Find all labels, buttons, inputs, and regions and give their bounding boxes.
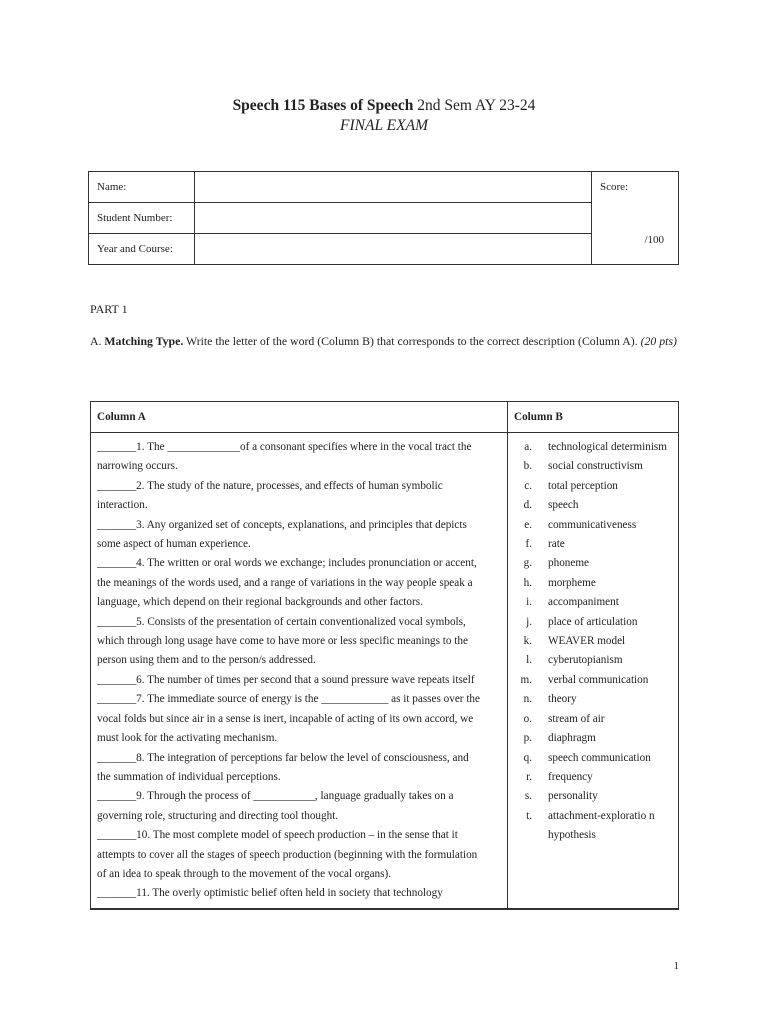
- question-line: _______3. Any organized set of concepts, explanations, and principles that depicts: [97, 518, 467, 531]
- column-a-header: Column A: [91, 402, 508, 433]
- option-letter: p.: [523, 732, 532, 745]
- option-letter: r.: [526, 770, 532, 783]
- student-number-label: Student Number:: [89, 203, 195, 234]
- option-item: [514, 574, 672, 593]
- option-letter: q.: [523, 751, 532, 764]
- matching-table: [90, 401, 679, 910]
- option-term: theory: [548, 693, 577, 706]
- option-letter: f.: [525, 538, 532, 551]
- option-letter: h.: [523, 576, 532, 589]
- question-line: the summation of individual perceptions.: [97, 770, 281, 783]
- question-line: _______1. The _____________of a consonant specifies where in the vocal tract the: [97, 441, 472, 453]
- question-line: of an idea to speak through to the movement of the vocal organs).: [97, 867, 392, 880]
- option-letter: j.: [526, 615, 532, 628]
- option-item: [514, 690, 672, 709]
- option-letter: l.: [526, 654, 532, 667]
- question-line: narrowing occurs.: [97, 460, 178, 473]
- year-course-field[interactable]: [195, 234, 592, 265]
- option-item: [514, 807, 672, 846]
- option-item: [514, 438, 672, 457]
- question-line: _______7. The immediate source of energy is the ____________ as it passes over the: [97, 693, 480, 706]
- student-info-table: [88, 171, 679, 265]
- option-letter: c.: [524, 479, 532, 492]
- option-term: frequency: [548, 770, 593, 783]
- matching-instructions: [90, 333, 680, 350]
- student-number-field[interactable]: [195, 203, 592, 234]
- option-letter: a.: [524, 441, 532, 453]
- column-a-items: [91, 433, 508, 909]
- option-item: [514, 477, 672, 496]
- option-letter: d.: [523, 499, 532, 512]
- option-letter: n.: [523, 693, 532, 706]
- score-label: Score:: [600, 181, 629, 193]
- option-item: [514, 729, 672, 748]
- option-item: [514, 593, 672, 612]
- question-line: vocal folds but since air in a sense is inert, incapable of acting of its own accord, we: [97, 712, 474, 725]
- question-line: _______8. The integration of perceptions far below the level of consciousness, and: [97, 751, 469, 764]
- semester-info: 2nd Sem AY 23-24: [413, 97, 536, 114]
- instruction-prefix: A.: [90, 334, 105, 348]
- option-term: speech communication: [548, 751, 651, 764]
- option-letter: t.: [526, 809, 532, 822]
- option-letter: b.: [523, 460, 532, 473]
- name-field[interactable]: [195, 172, 592, 203]
- instruction-text: Write the letter of the word (Column B) that corresponds to the correct description (Column A).: [183, 334, 641, 348]
- option-item: [514, 632, 672, 651]
- year-course-label: Year and Course:: [89, 234, 195, 265]
- question-line: _______4. The written or oral words we exchange; includes pronunciation or accent,: [97, 557, 477, 570]
- option-term: social constructivism: [548, 460, 643, 473]
- option-term: WEAVER model: [548, 635, 626, 648]
- option-item: [514, 787, 672, 806]
- course-name: Speech 115 Bases of Speech: [232, 97, 414, 114]
- option-letter: i.: [526, 596, 532, 609]
- option-term: personality: [548, 790, 598, 803]
- option-letter: k.: [523, 635, 532, 648]
- option-term: communicativeness: [548, 518, 637, 531]
- part-heading: PART 1: [90, 302, 128, 316]
- option-item: [514, 535, 672, 554]
- option-letter: g.: [523, 557, 532, 570]
- instruction-type: Matching Type.: [104, 334, 184, 348]
- option-item: [514, 671, 672, 690]
- question-line: must look for the activating mechanism.: [97, 732, 278, 745]
- option-term: rate: [548, 538, 565, 551]
- question-line: the meanings of the words used, and a range of variations in the way people speak a: [97, 576, 473, 589]
- option-term: phoneme: [548, 557, 590, 570]
- question-line: person using them and to the person/s addressed.: [97, 654, 316, 667]
- score-cell[interactable]: [592, 172, 679, 265]
- option-item: [514, 710, 672, 729]
- question-line: governing role, structuring and directing tool thought.: [97, 809, 339, 822]
- option-letter: s.: [524, 790, 532, 803]
- question-line: _______9. Through the process of ___________, language gradually takes on a: [97, 790, 454, 803]
- option-term: total perception: [548, 479, 618, 492]
- name-label: Name:: [89, 172, 195, 203]
- option-item: [514, 768, 672, 787]
- course-title: [0, 96, 768, 116]
- question-line: some aspect of human experience.: [97, 538, 251, 551]
- option-item: [514, 516, 672, 535]
- option-item: [514, 613, 672, 632]
- option-item: [514, 651, 672, 670]
- option-term: verbal communication: [548, 673, 649, 686]
- option-item: [514, 554, 672, 573]
- question-line: language, which depend on their regional backgrounds and other factors.: [97, 596, 423, 609]
- option-item: [514, 749, 672, 768]
- document-title: [0, 96, 768, 136]
- option-term: accompaniment: [548, 596, 619, 609]
- question-line: attempts to cover all the stages of speech production (beginning with the formulation: [97, 848, 478, 861]
- question-line: _______10. The most complete model of speech production – in the sense that it: [97, 829, 458, 842]
- score-total: /100: [644, 234, 664, 246]
- option-term: attachment-exploratio n hypothesis: [548, 809, 655, 842]
- option-item: [514, 457, 672, 476]
- option-term: cyberutopianism: [548, 654, 623, 667]
- question-line: which through long usage have come to have more or less specific meanings to the: [97, 635, 468, 648]
- question-line: _______6. The number of times per second that a sound pressure wave repeats itself: [97, 673, 475, 686]
- question-line: _______11. The overly optimistic belief often held in society that technology: [97, 887, 443, 900]
- option-term: diaphragm: [548, 732, 596, 745]
- option-term: place of articulation: [548, 615, 638, 628]
- question-line: _______5. Consists of the presentation of certain conventionalized vocal symbols,: [97, 615, 466, 628]
- option-term: stream of air: [548, 712, 605, 725]
- option-term: speech: [548, 499, 579, 512]
- option-item: [514, 496, 672, 515]
- page-number: 1: [673, 960, 679, 972]
- option-letter: m.: [520, 673, 532, 686]
- instruction-points: (20 pts): [640, 334, 677, 348]
- exam-title: FINAL EXAM: [340, 117, 428, 134]
- column-b-options: [508, 433, 679, 909]
- question-line: _______2. The study of the nature, processes, and effects of human symbolic: [97, 479, 443, 492]
- option-term: technological determinism: [548, 441, 667, 453]
- column-b-header: Column B: [508, 402, 679, 433]
- question-line: interaction.: [97, 499, 148, 512]
- option-term: morpheme: [548, 576, 596, 589]
- option-letter: o.: [523, 712, 532, 725]
- option-letter: e.: [524, 518, 532, 531]
